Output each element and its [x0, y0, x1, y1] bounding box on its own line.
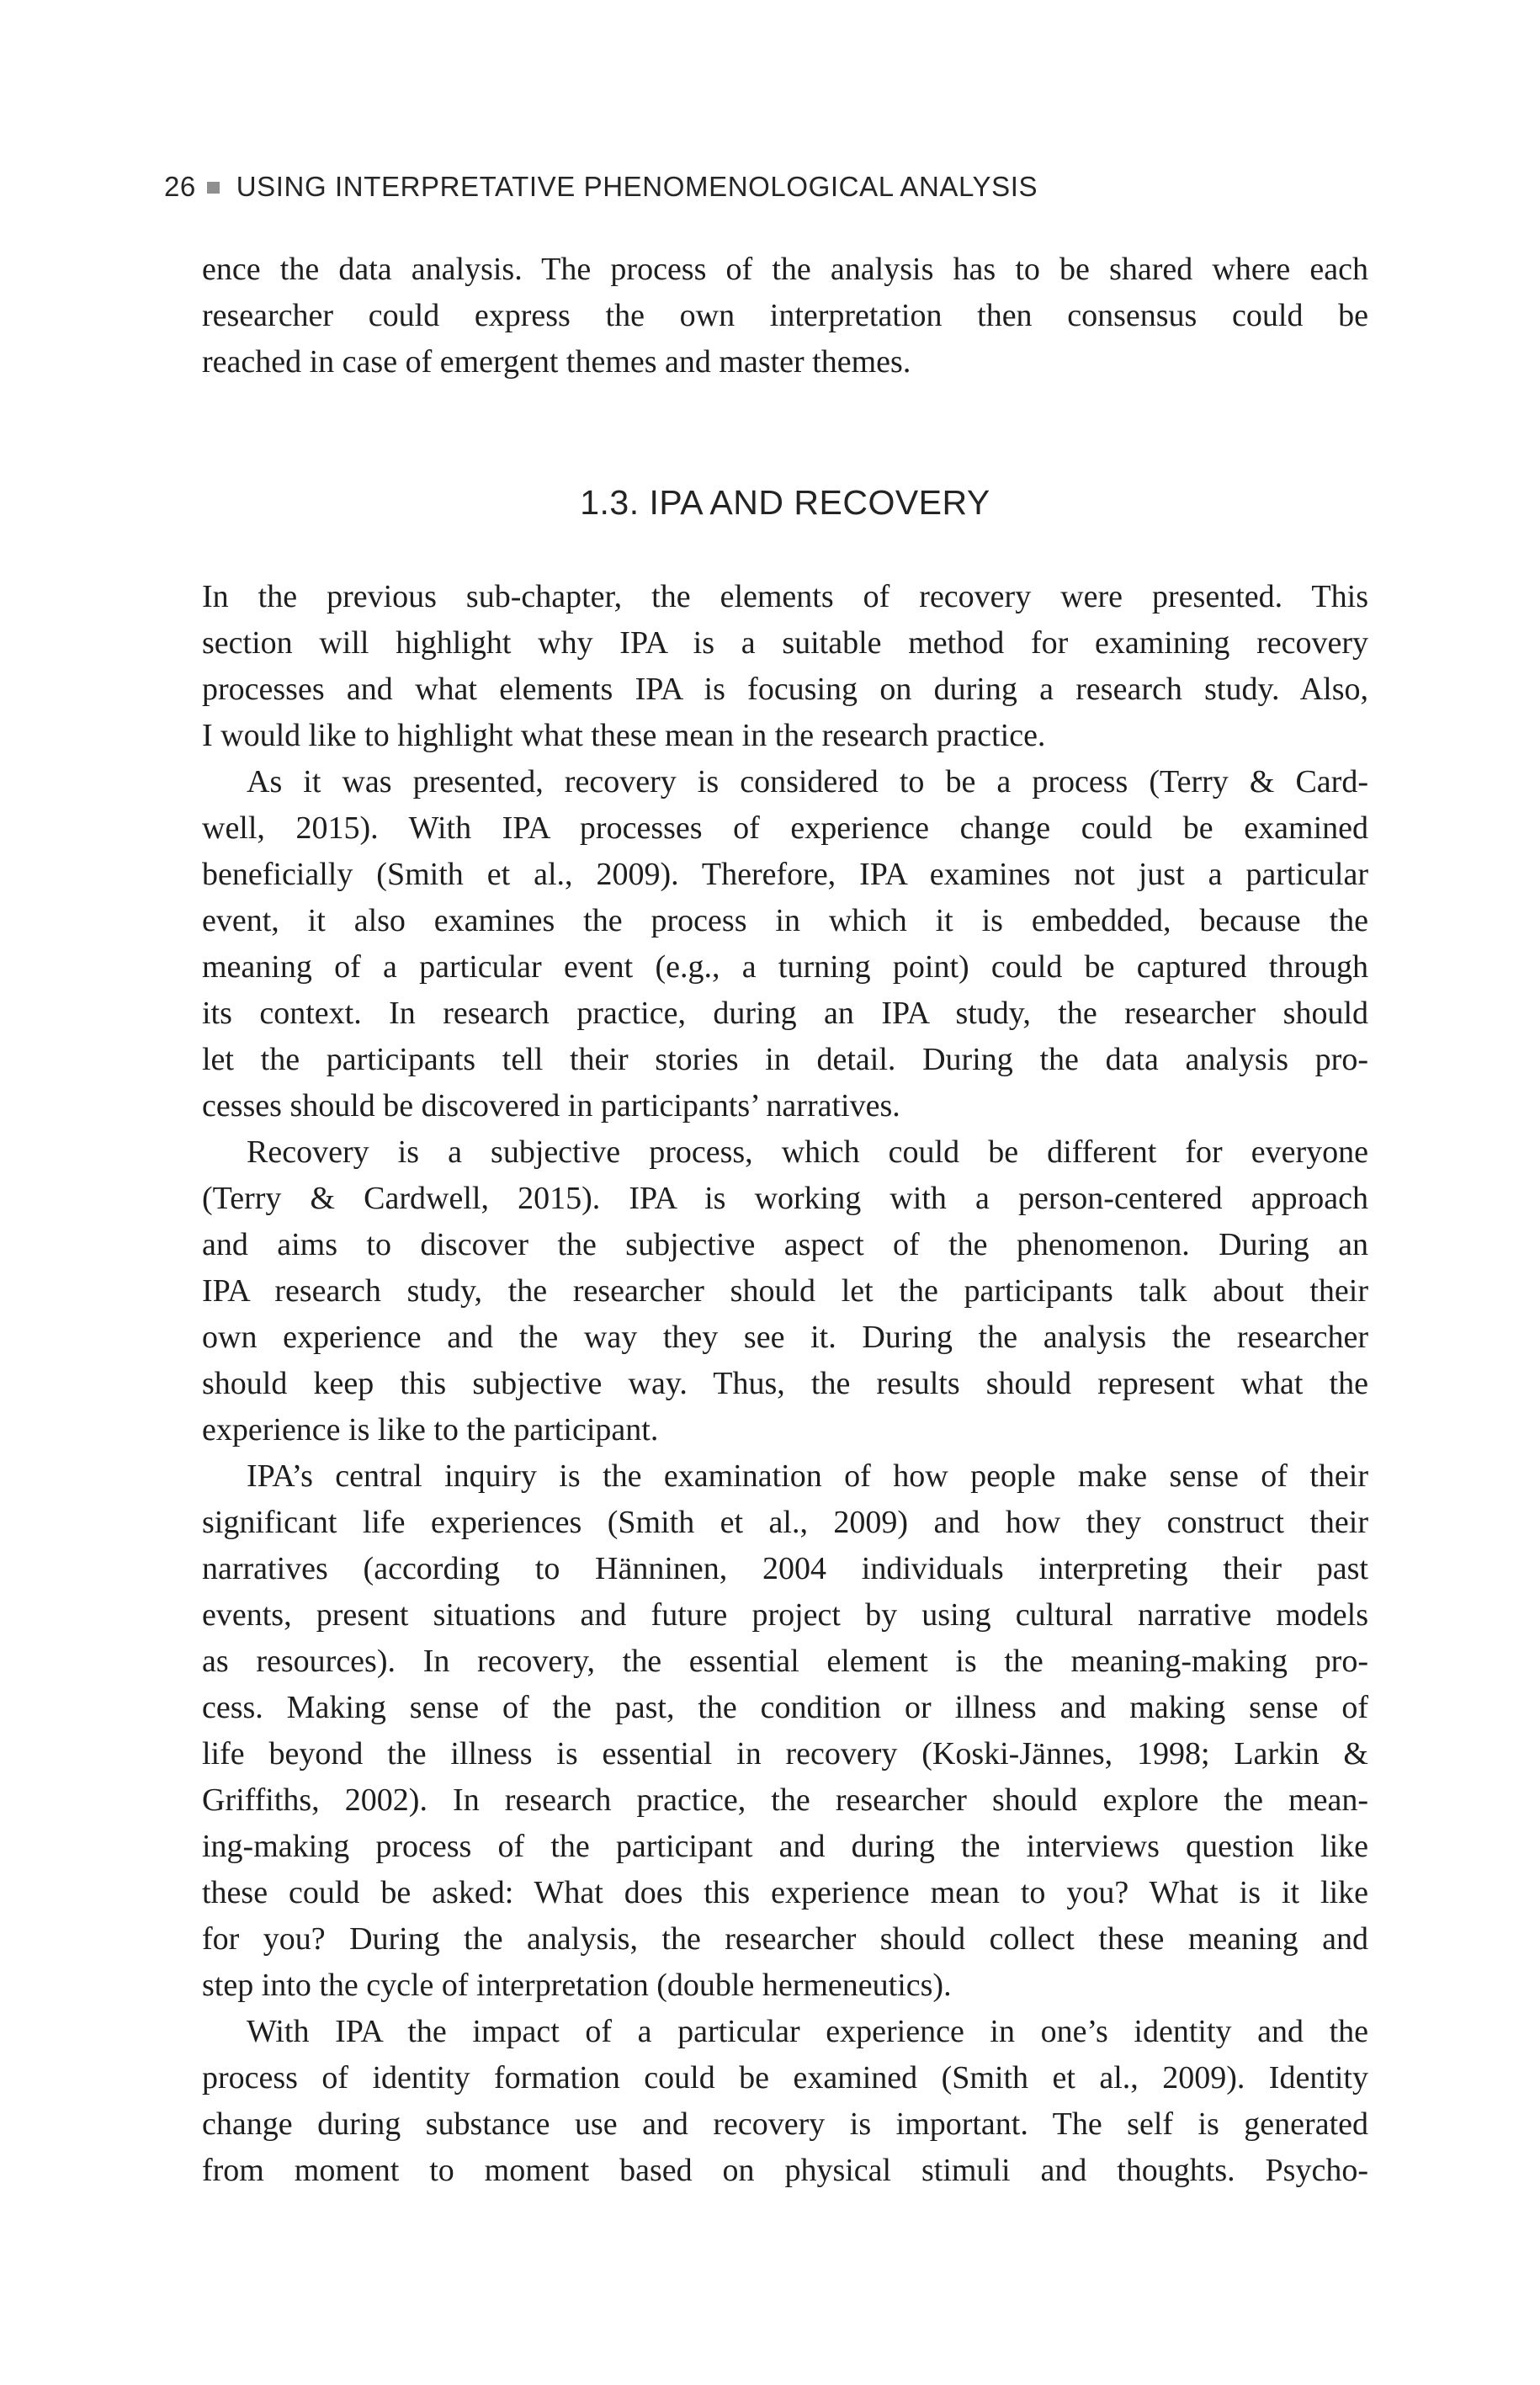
text-line: from moment to moment based on physical stimuli and thoughts. Psycho- — [202, 2153, 1368, 2188]
text-line: IPA research study, the researcher should let the participants talk about their — [202, 1273, 1368, 1309]
text-line: I would like to highlight what these mean in the research practice. — [202, 718, 1046, 753]
text-line: events, present situations and future project by using cultural narrative models — [202, 1597, 1368, 1633]
text-line: experience is like to the participant. — [202, 1412, 659, 1447]
text-line: ing-making process of the participant and during the interviews question like — [202, 1829, 1368, 1864]
paragraph — [202, 759, 1368, 1129]
text-line: as resources). In recovery, the essential element is the meaning-making pro- — [202, 1644, 1368, 1679]
section-heading: 1.3. IPA AND RECOVERY — [580, 483, 990, 522]
text-line: life beyond the illness is essential in recovery (Koski-Jännes, 1998; Larkin & — [202, 1736, 1368, 1771]
text-line: Griffiths, 2002). In research practice, the researcher should explore the mean- — [202, 1782, 1368, 1818]
text-line: With IPA the impact of a particular experience in one’s identity and the — [247, 2014, 1368, 2049]
text-line: step into the cycle of interpretation (double hermeneutics). — [202, 1968, 952, 2003]
text-line: these could be asked: What does this experience mean to you? What is it like — [202, 1875, 1368, 1910]
page-number: 26 — [164, 171, 196, 202]
text-line: In the previous sub-chapter, the elements of recovery were presented. This — [202, 579, 1368, 614]
text-line: (Terry & Cardwell, 2015). IPA is working with a person-centered approach — [202, 1181, 1368, 1216]
text-line: significant life experiences (Smith et al., 2009) and how they construct their — [202, 1505, 1368, 1540]
text-line: cess. Making sense of the past, the condition or illness and making sense of — [202, 1690, 1368, 1725]
square-bullet-icon — [207, 182, 220, 194]
text-line: processes and what elements IPA is focusing on during a research study. Also, — [202, 672, 1368, 707]
text-line: As it was presented, recovery is considered to be a process (Terry & Card- — [247, 764, 1368, 799]
text-line: change during substance use and recovery is important. The self is generated — [202, 2106, 1368, 2142]
text-line: beneficially (Smith et al., 2009). Therefore, IPA examines not just a particular — [202, 857, 1368, 892]
text-line: narratives (according to Hänninen, 2004 individuals interpreting their past — [202, 1551, 1368, 1586]
text-line: meaning of a particular event (e.g., a turning point) could be captured through — [202, 949, 1368, 985]
paragraph — [202, 1129, 1368, 1453]
running-title: USING INTERPRETATIVE PHENOMENOLOGICAL ANALYSIS — [236, 171, 1038, 202]
paragraph — [202, 574, 1368, 759]
text-line: should keep this subjective way. Thus, the results should represent what the — [202, 1366, 1368, 1401]
text-line: reached in case of emergent themes and master themes. — [202, 344, 911, 380]
text-line: well, 2015). With IPA processes of experience change could be examined — [202, 810, 1368, 846]
text-line: its context. In research practice, during an IPA study, the researcher should — [202, 996, 1368, 1031]
text-line: ence the data analysis. The process of the analysis has to be shared where each — [202, 252, 1368, 287]
text-line: for you? During the analysis, the researcher should collect these meaning and — [202, 1921, 1368, 1957]
page-header — [164, 172, 1038, 202]
text-line: own experience and the way they see it. During the analysis the researcher — [202, 1320, 1368, 1355]
paragraph-continuation — [202, 247, 1368, 385]
text-line: researcher could express the own interpretation then consensus could be — [202, 298, 1368, 333]
text-line: section will highlight why IPA is a suitable method for examining recovery — [202, 625, 1368, 661]
text-line: cesses should be discovered in participants’ narratives. — [202, 1088, 900, 1123]
text-line: let the participants tell their stories in detail. During the data analysis pro- — [202, 1042, 1368, 1077]
text-line: and aims to discover the subjective aspect of the phenomenon. During an — [202, 1227, 1368, 1262]
text-line: process of identity formation could be examined (Smith et al., 2009). Identity — [202, 2060, 1368, 2096]
text-line: event, it also examines the process in which it is embedded, because the — [202, 903, 1368, 938]
text-line: IPA’s central inquiry is the examination of how people make sense of their — [247, 1458, 1368, 1494]
text-line: Recovery is a subjective process, which could be different for everyone — [247, 1134, 1368, 1170]
paragraph — [202, 1453, 1368, 2009]
paragraph — [202, 2009, 1368, 2194]
text-column — [202, 247, 1368, 2194]
